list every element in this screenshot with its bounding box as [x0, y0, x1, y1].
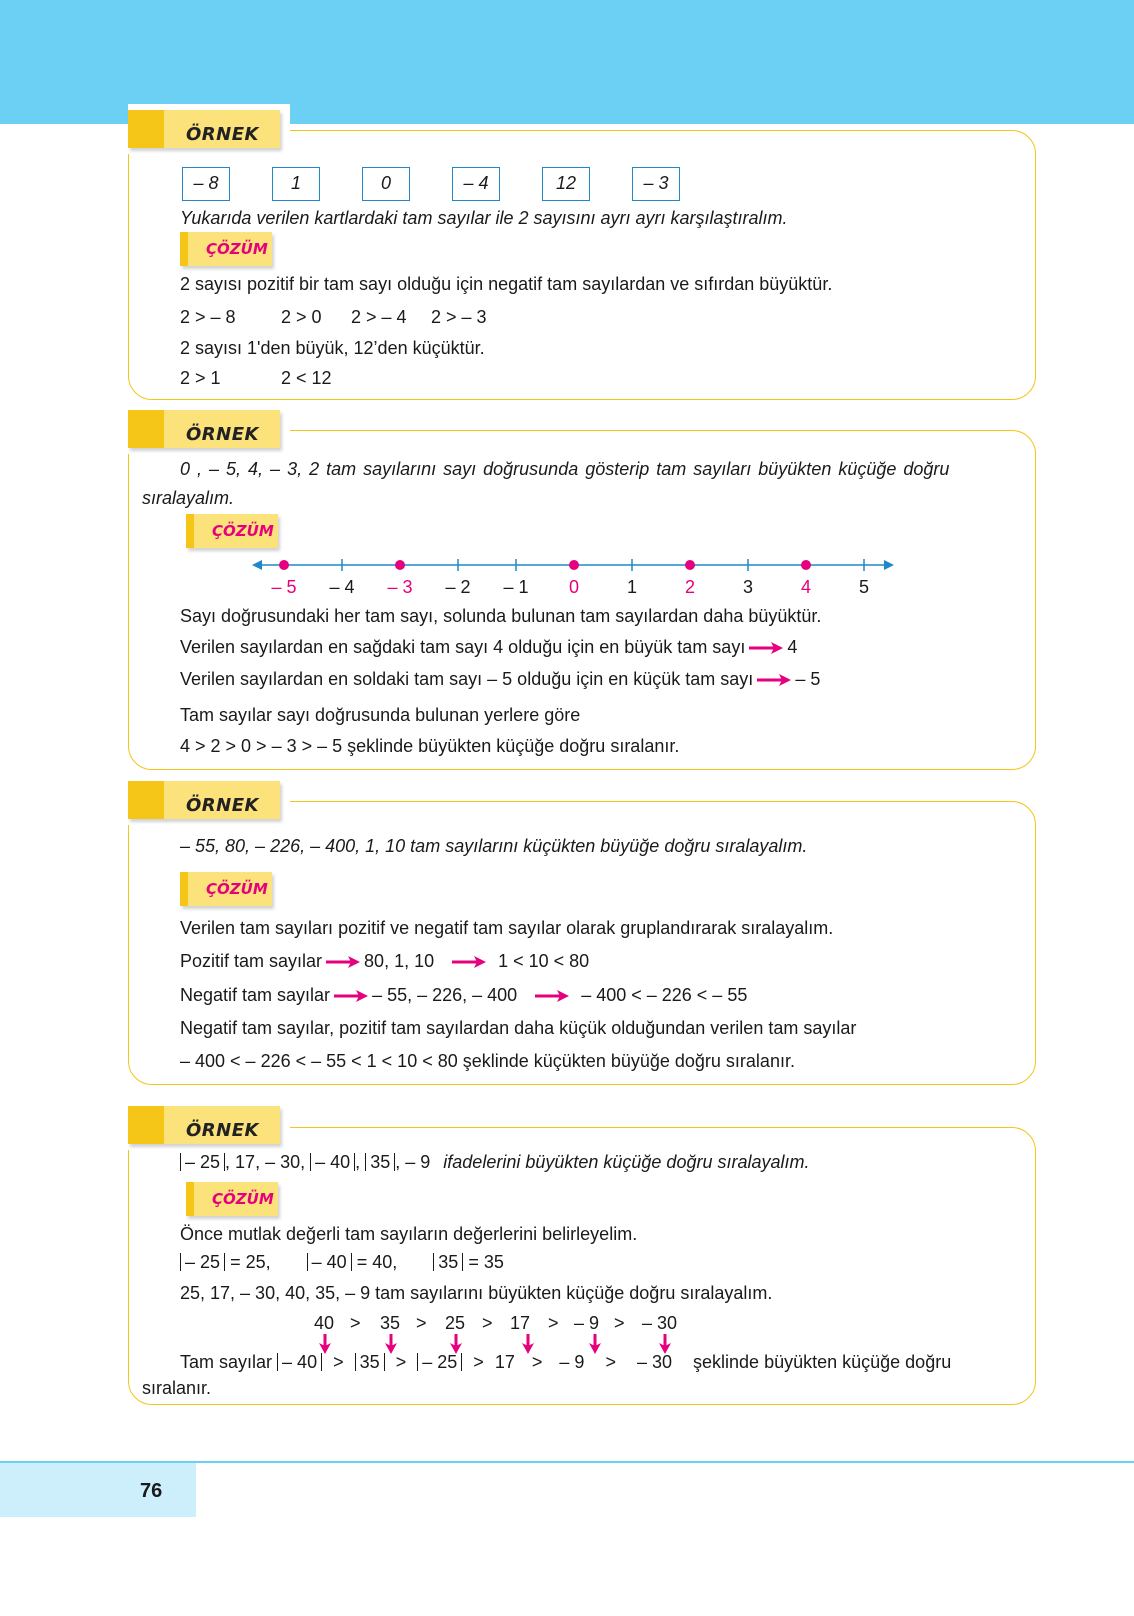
page-number-bar	[0, 1461, 196, 1517]
number-label: 0	[568, 577, 580, 597]
gt-sign: >	[614, 1313, 625, 1333]
solution-line: 4 > 2 > 0 > – 3 > – 5 şeklinde büyükten küçüğe doğru sıralanır.	[180, 736, 680, 756]
number-point	[685, 560, 695, 570]
number-card: – 8	[182, 167, 230, 201]
number-label: 4	[800, 577, 812, 597]
example-label: ÖRNEK	[186, 424, 259, 445]
right-arrow-icon	[452, 955, 486, 969]
number-line	[250, 550, 900, 602]
number-card: – 3	[632, 167, 680, 201]
gt-sign: >	[548, 1313, 559, 1333]
number-point	[801, 560, 811, 570]
solution-line: – 400 < – 226 < – 55 < 1 < 10 < 80 şeklinde küçükten büyüğe doğru sıralanır.	[180, 1051, 795, 1071]
right-arrow-icon	[749, 641, 783, 655]
gt-sign: >	[350, 1313, 361, 1333]
comparison: 2 > 0	[281, 307, 322, 327]
question-text: 0 , – 5, 4, – 3, 2 tam sayılarını sayı doğrusunda gösterip tam sayıları büyükten küçüğe doğru	[180, 459, 950, 479]
question-text: sıralayalım.	[142, 488, 235, 508]
number-point	[395, 560, 405, 570]
solution-line: 25, 17, – 30, 40, 35, – 9 tam sayılarını büyükten küçüğe doğru sıralayalım.	[180, 1283, 773, 1303]
right-arrow-icon	[334, 989, 368, 1003]
order-value: 35	[380, 1313, 401, 1333]
solution-line: Tam sayılar sayı doğrusunda bulunan yerlere göre	[180, 705, 581, 725]
solution-line: Pozitif tam sayılar 80, 1, 10 1 < 10 < 80	[180, 951, 590, 971]
comparison: 2 > – 8	[180, 307, 236, 327]
solution-line: Sayı doğrusundaki her tam sayı, solunda bulunan tam sayılardan daha büyüktür.	[180, 606, 822, 626]
example-4-tab	[128, 1100, 290, 1150]
number-label: – 2	[445, 577, 471, 597]
example-3-tab	[128, 775, 290, 825]
number-point	[569, 560, 579, 570]
right-arrow-icon	[535, 989, 569, 1003]
example-label: ÖRNEK	[186, 1120, 259, 1141]
example-2-tab	[128, 404, 290, 454]
right-arrow-icon	[757, 673, 791, 687]
number-label: 5	[858, 577, 870, 597]
order-value: 40	[314, 1313, 335, 1333]
number-label: 1	[626, 577, 638, 597]
example-label: ÖRNEK	[186, 124, 259, 145]
number-label: – 5	[271, 577, 297, 597]
number-card: 1	[272, 167, 320, 201]
gt-sign: >	[416, 1313, 427, 1333]
number-card: – 4	[452, 167, 500, 201]
solution-tag: ÇÖZÜM	[180, 232, 272, 266]
solution-tag: ÇÖZÜM	[180, 872, 272, 906]
solution-line: Verilen sayılardan en sağdaki tam sayı 4 olduğu için en büyük tam sayı 4	[180, 637, 798, 657]
question-text: – 55, 80, – 226, – 400, 1, 10 tam sayılarını küçükten büyüğe doğru sıralayalım.	[180, 836, 808, 856]
order-value: 25	[445, 1313, 466, 1333]
comparison: 2 > – 4	[351, 307, 407, 327]
right-arrow-icon	[326, 955, 360, 969]
final-order-line: Tam sayılar – 40 > 35 > – 25 > 17 > – 9 > – 30 şeklinde büyükten küçüğe doğru	[180, 1352, 952, 1372]
solution-line: 2 sayısı 1'den büyük, 12’den küçüktür.	[180, 338, 485, 358]
order-value: – 9	[574, 1313, 600, 1333]
gt-sign: >	[482, 1313, 493, 1333]
absolute-values: – 25 = 25, – 40 = 40, 35 = 35	[180, 1251, 504, 1273]
comparison: 2 > – 3	[431, 307, 487, 327]
example-1-tab	[128, 104, 290, 154]
order-value: 17	[510, 1313, 531, 1333]
example-label: ÖRNEK	[186, 795, 259, 816]
solution-line: 2 sayısı pozitif bir tam sayı olduğu için negatif tam sayılardan ve sıfırdan büyüktür.	[180, 274, 833, 294]
number-point	[279, 560, 289, 570]
number-label: – 4	[329, 577, 355, 597]
solution-tag: ÇÖZÜM	[186, 514, 278, 548]
comparison: 2 < 12	[281, 368, 332, 388]
solution-line: Negatif tam sayılar, pozitif tam sayılardan daha küçük olduğundan verilen tam sayılar	[180, 1018, 857, 1038]
number-label: 3	[742, 577, 754, 597]
solution-line: Önce mutlak değerli tam sayıların değerlerini belirleyelim.	[180, 1224, 638, 1244]
number-label: 2	[684, 577, 696, 597]
order-value: – 30	[642, 1313, 678, 1333]
solution-line: Negatif tam sayılar – 55, – 226, – 400 – 400 < – 226 < – 55	[180, 985, 748, 1005]
solution-tag: ÇÖZÜM	[186, 1182, 278, 1216]
final-order-line-end: sıralanır.	[142, 1378, 212, 1398]
number-label: – 1	[503, 577, 529, 597]
question-text: – 25 , 17, – 30, – 40 , 35 , – 9 ifadelerini büyükten küçüğe doğru sıralayalım.	[180, 1151, 810, 1173]
solution-line: Verilen tam sayıları pozitif ve negatif tam sayılar olarak gruplandırarak sıralayalım.	[180, 918, 834, 938]
footer-line	[0, 1461, 1134, 1463]
question-text: Yukarıda verilen kartlardaki tam sayılar ile 2 sayısını ayrı ayrı karşılaştıralım.	[180, 208, 788, 228]
number-card: 12	[542, 167, 590, 201]
page-number: 76	[140, 1480, 163, 1502]
solution-line: Verilen sayılardan en soldaki tam sayı – 5 olduğu için en küçük tam sayı – 5	[180, 669, 821, 689]
comparison: 2 > 1	[180, 368, 221, 388]
number-card: 0	[362, 167, 410, 201]
number-label: – 3	[387, 577, 413, 597]
